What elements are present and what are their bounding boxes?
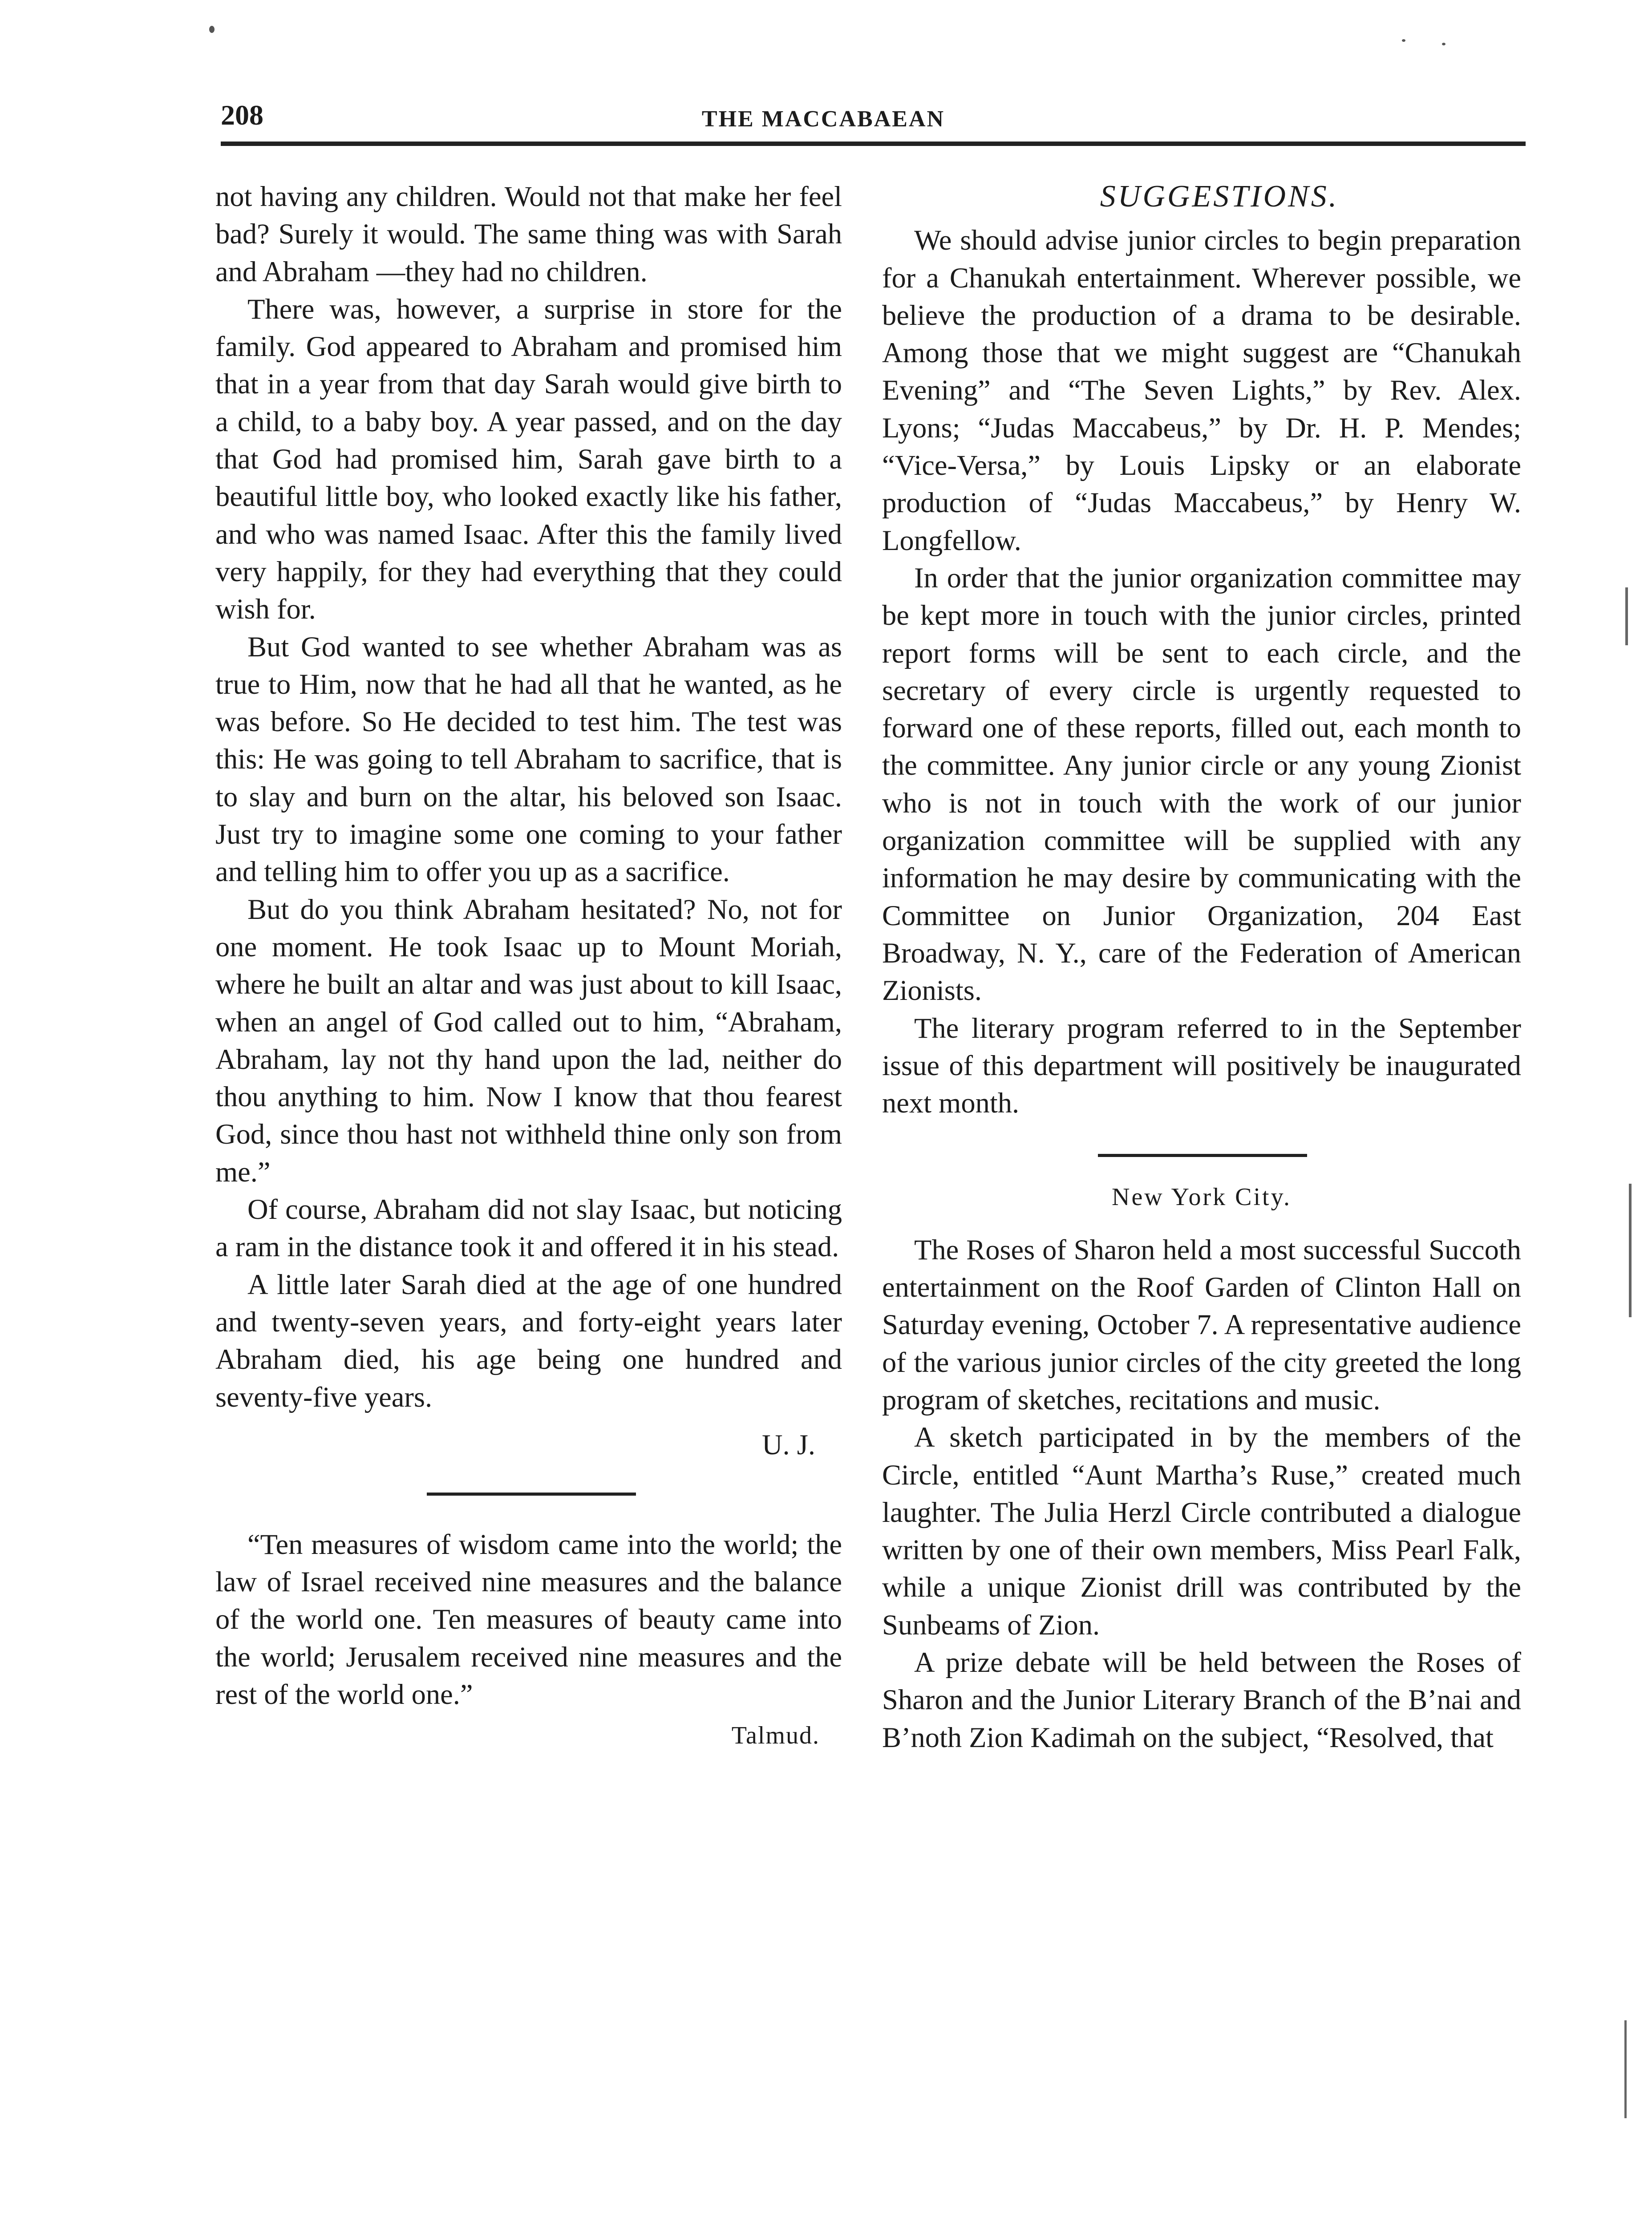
article-paragraph: A little later Sarah died at the age of one hundred and twenty-seven years, and forty-eight years later Abraham died, his age being one hundred and seventy-five years. [215, 1268, 842, 1413]
right-column [882, 178, 1521, 1756]
suggestions-paragraph: We should advise junior circles to begin preparation for a Chanukah entertainment. Wherever possible, we believe the production of a drama to be desirable. Among those that we might suggest are “Chanukah Evening” and “The Seven Lights,” by Rev. Alex. Lyons; “Judas Maccabeus,” by Dr. H. P. Mendes; “Vice-Versa,” by Louis Lipsky or an elaborate production of “Judas Maccabeus,” by Henry W. Longfellow. [882, 224, 1521, 556]
header-rule [221, 142, 1526, 146]
page-number: 208 [221, 99, 263, 131]
margin-edge-mark [1625, 587, 1628, 645]
suggestions-paragraph: The literary program referred to in the September issue of this department will positively be inaugurated next month. [882, 1012, 1521, 1119]
scan-speck [1402, 39, 1405, 42]
section-divider [1098, 1154, 1307, 1157]
scan-speck [1442, 43, 1446, 45]
margin-edge-mark [1629, 1184, 1632, 1317]
new-york-paragraph: A sketch participated in by the members of the Circle, entitled “Aunt Martha’s Ruse,” created much laughter. The Julia Herzl Circle contributed a dialogue written by one of their own members, Miss Pearl Falk, while a unique Zionist drill was contributed by the Sunbeams of Zion. [882, 1421, 1521, 1641]
suggestions-paragraph: In order that the junior organization committee may be kept more in touch with the junior circles, printed report forms will be sent to each circle, and the secretary of every circle is urgently requested to forward one of these reports, filled out, each month to the committee. Any junior circle or any young Zionist who is not in touch with the work of our junior organization committee will be supplied with any information he may desire by communicating with the Committee on Junior Organization, 204 East Broadway, N. Y., care of the Federation of American Zionists. [882, 562, 1521, 1007]
section-divider [427, 1493, 636, 1496]
article-paragraph: Of course, Abraham did not slay Isaac, but noticing a ram in the distance took it and offered it in his stead. [215, 1193, 842, 1263]
left-column [215, 178, 842, 1755]
author-signature: U. J. [761, 1428, 815, 1460]
article-paragraph: There was, however, a surprise in store for the family. God appeared to Abraham and promised him that in a year from that day Sarah would give birth to a child, to a baby boy. A year passed, and on the day that God had promised him, Sarah gave birth to a beautiful little boy, who looked exactly like his father, and who was named Isaac. After this the family lived very happily, for they had everything that they could wish for. [215, 293, 842, 625]
scan-speck [209, 26, 215, 33]
article-paragraph: But do you think Abraham hesitated? No, not for one moment. He took Isaac up to Mount Moriah, where he built an altar and was just about to kill Isaac, when an angel of God called out to him, “Abraham, Abraham, lay not thy hand upon the lad, neither do thou anything to him. Now I know that thou fearest God, since thou hast not withheld thine only son from me.” [215, 893, 842, 1188]
talmud-quote: “Ten measures of wisdom came into the world; the law of Israel received nine measures and the balance of the world one. Ten measures of beauty came into the world; Jerusalem received nine measures and the rest of the world one.” [215, 1528, 842, 1710]
new-york-city-heading: New York City. [1112, 1183, 1292, 1211]
suggestions-heading: SUGGESTIONS. [1100, 179, 1339, 214]
margin-edge-mark [1624, 2020, 1627, 2118]
quote-attribution: Talmud. [731, 1722, 820, 1750]
new-york-paragraph: The Roses of Sharon held a most successful Succoth entertainment on the Roof Garden of Clinton Hall on Saturday evening, October 7. A representative audience of the various junior circles of the city greeted the long program of sketches, recitations and music. [882, 1234, 1521, 1416]
running-title: THE MACCABAEAN [701, 106, 945, 132]
article-paragraph: But God wanted to see whether Abraham was as true to Him, now that he had all that he wanted, as he was before. So He decided to test him. The test was this: He was going to tell Abraham to sacrifice, that is to slay and burn on the altar, his beloved son Isaac. Just try to imagine some one coming to your father and telling him to offer you up as a sacrifice. [215, 631, 842, 888]
new-york-paragraph: A prize debate will be held between the Roses of Sharon and the Junior Literary Branch of the B’nai and B’noth Zion Kadimah on the subject, “Resolved, that [882, 1646, 1521, 1753]
article-paragraph: not having any children. Would not that make her feel bad? Surely it would. The same thing was with Sarah and Abraham —they had no children. [215, 181, 842, 287]
